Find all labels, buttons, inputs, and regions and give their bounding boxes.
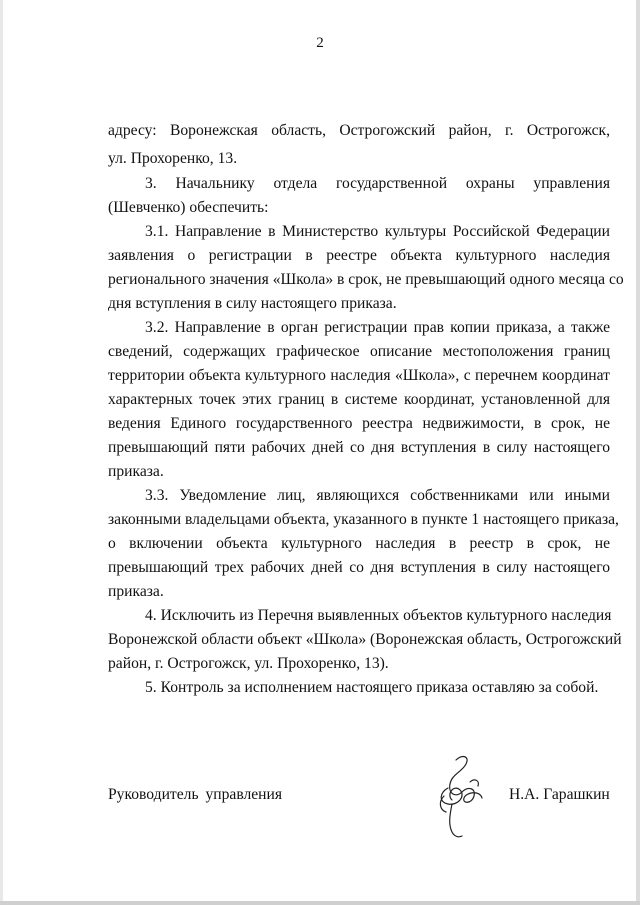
text-line: превышающий трех рабочих дней со дня вступления в силу настоящего: [108, 559, 610, 576]
text-line: район, г. Острогожск, ул. Прохоренко, 13).: [108, 655, 389, 672]
text-line: заявления о регистрации в реестре объекта культурного наследия: [108, 247, 610, 264]
text-line: регионального значения «Школа» в срок, не превышающий одного месяца со: [108, 271, 624, 288]
text-line: ведения Единого государственного реестра недвижимости, в срок, не: [108, 415, 610, 432]
scan-edge-bottom: [0, 901, 640, 905]
text-line: превышающий пяти рабочих дней со дня вступления в силу настоящего: [108, 439, 610, 456]
text-line: приказа.: [108, 583, 164, 600]
text-line: приказа.: [108, 463, 164, 480]
text-line: законными владельцами объекта, указанного в пункте 1 настоящего приказа,: [108, 511, 619, 528]
text-line: 3.2. Направление в орган регистрации прав копии приказа, а также: [145, 319, 610, 336]
text-line: сведений, содержащих графическое описание местоположения границ: [108, 343, 610, 360]
text-line: территории объекта культурного наследия «Школа», с перечнем координат: [108, 367, 610, 384]
text-line: 3.3. Уведомление лиц, являющихся собственниками или иными: [145, 487, 610, 504]
text-line: 3. Начальнику отдела государственной охраны управления: [145, 175, 610, 192]
text-line: адресу: Воронежская область, Острогожский район, г. Острогожск,: [108, 122, 610, 139]
text-line: о включении объекта культурного наследия в реестр в срок, не: [108, 535, 610, 552]
text-line: характерных точек этих границ в системе координат, установленной для: [108, 391, 610, 408]
signatory-title: Руководитель управления: [108, 786, 283, 803]
text-line: дня вступления в силу настоящего приказа.: [108, 295, 397, 312]
signatory-name: Н.А. Гарашкин: [509, 786, 610, 803]
text-line: 5. Контроль за исполнением настоящего приказа оставляю за собой.: [145, 679, 599, 696]
page-number: 2: [316, 35, 324, 51]
text-line: 4. Исключить из Перечня выявленных объектов культурного наследия: [145, 607, 612, 624]
text-line: 3.1. Направление в Министерство культуры Российской Федерации: [145, 223, 610, 240]
text-line: (Шевченко) обеспечить:: [108, 199, 269, 216]
text-line: Воронежской области объект «Школа» (Воронежская область, Острогожский: [108, 631, 622, 648]
scan-edge-right: [636, 0, 640, 905]
text-line: ул. Прохоренко, 13.: [108, 150, 238, 167]
scan-edge-left: [0, 0, 3, 905]
handwritten-signature: [426, 752, 506, 842]
